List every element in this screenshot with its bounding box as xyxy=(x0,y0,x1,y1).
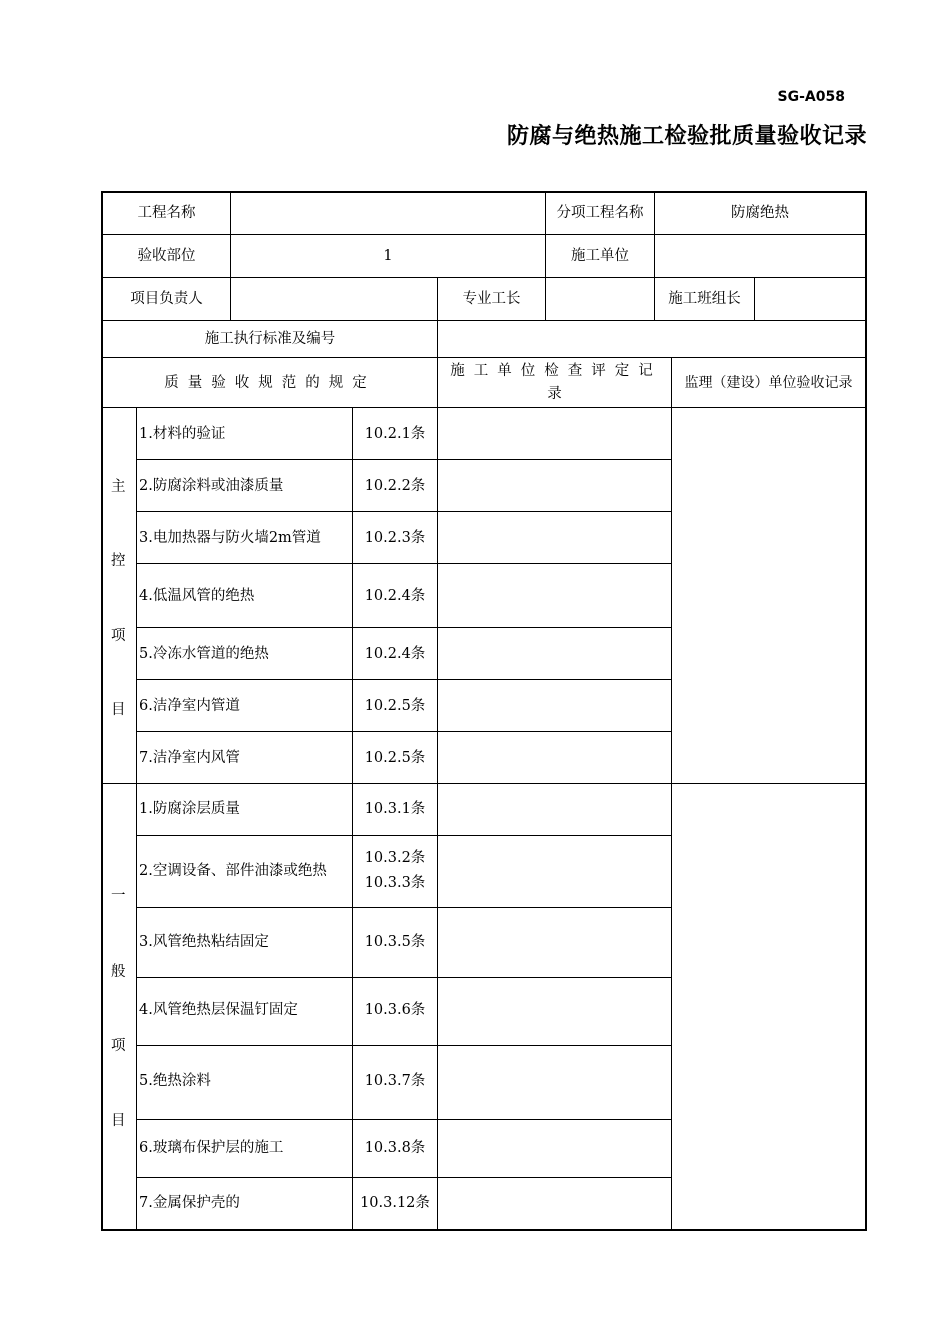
general-item-clause-2: 10.3.3条 xyxy=(364,875,426,891)
general-section-label-1: 一 xyxy=(111,888,126,904)
main-item-clause: 10.2.3条 xyxy=(364,530,426,546)
main-item-name: 5.冷冻水管道的绝热 xyxy=(139,646,269,662)
general-section-label-2: 般 xyxy=(111,964,126,980)
team-leader-label: 施工班组长 xyxy=(668,291,741,307)
general-item-name: 1.防腐涂层质量 xyxy=(139,801,240,817)
general-item-name: 3.风管绝热粘结固定 xyxy=(139,934,269,950)
main-item-clause: 10.2.2条 xyxy=(364,478,426,494)
main-item-name: 2.防腐涂料或油漆质量 xyxy=(139,478,284,494)
project-manager-label: 项目负责人 xyxy=(130,291,203,307)
sub-project-value[interactable]: 防腐绝热 xyxy=(731,205,789,221)
general-item-clause: 10.3.2条 xyxy=(364,850,426,866)
inspection-table xyxy=(101,191,867,1231)
main-item-clause: 10.2.4条 xyxy=(364,646,426,662)
general-item-name: 6.玻璃布保护层的施工 xyxy=(139,1140,284,1156)
construction-unit-label: 施工单位 xyxy=(571,248,629,264)
main-item-clause: 10.2.5条 xyxy=(364,698,426,714)
general-item-clause: 10.3.6条 xyxy=(364,1002,426,1018)
inspection-part-value[interactable]: 1 xyxy=(383,248,393,264)
main-item-name: 7.洁净室内风管 xyxy=(139,750,240,766)
main-section-label-2: 控 xyxy=(111,553,126,569)
main-item-clause: 10.2.1条 xyxy=(364,426,426,442)
main-item-name: 6.洁净室内管道 xyxy=(139,698,240,714)
foreman-label: 专业工长 xyxy=(462,291,521,307)
general-item-clause: 10.3.8条 xyxy=(364,1140,426,1156)
general-item-name: 4.风管绝热层保温钉固定 xyxy=(139,1002,298,1018)
form-code: SG-A058 xyxy=(777,89,845,105)
supervision-column-header: 监理（建设）单位验收记录 xyxy=(684,375,853,391)
general-item-name: 2.空调设备、部件油漆或绝热 xyxy=(139,863,327,879)
main-section-label-1: 主 xyxy=(111,479,126,495)
inspection-part-label: 验收部位 xyxy=(137,248,196,264)
main-section-label-3: 项 xyxy=(111,628,126,644)
main-item-clause: 10.2.5条 xyxy=(364,750,426,766)
general-item-clause: 10.3.7条 xyxy=(364,1073,426,1089)
main-item-name: 1.材料的验证 xyxy=(139,426,226,442)
main-section-label-4: 目 xyxy=(111,702,126,718)
check-column-header-line2: 录 xyxy=(547,386,562,402)
general-section-label-3: 项 xyxy=(111,1038,126,1054)
form-title: 防腐与绝热施工检验批质量验收记录 xyxy=(506,124,867,149)
check-column-header-line1: 施工单位检查评定记 xyxy=(450,363,662,379)
general-item-name: 7.金属保护壳的 xyxy=(139,1195,240,1211)
standard-label: 施工执行标准及编号 xyxy=(204,331,336,347)
main-item-clause: 10.2.4条 xyxy=(364,588,426,604)
general-item-clause: 10.3.12条 xyxy=(360,1195,430,1211)
main-item-name: 4.低温风管的绝热 xyxy=(139,588,255,604)
main-item-name: 3.电加热器与防火墙2m管道 xyxy=(139,530,321,546)
general-item-clause: 10.3.1条 xyxy=(364,801,426,817)
project-name-label: 工程名称 xyxy=(137,205,196,221)
spec-column-header: 质量验收规范的规定 xyxy=(164,375,376,391)
general-section-label-4: 目 xyxy=(111,1113,126,1129)
general-item-name: 5.绝热涂料 xyxy=(139,1073,211,1089)
sub-project-label: 分项工程名称 xyxy=(556,205,644,221)
general-item-clause: 10.3.5条 xyxy=(364,934,426,950)
